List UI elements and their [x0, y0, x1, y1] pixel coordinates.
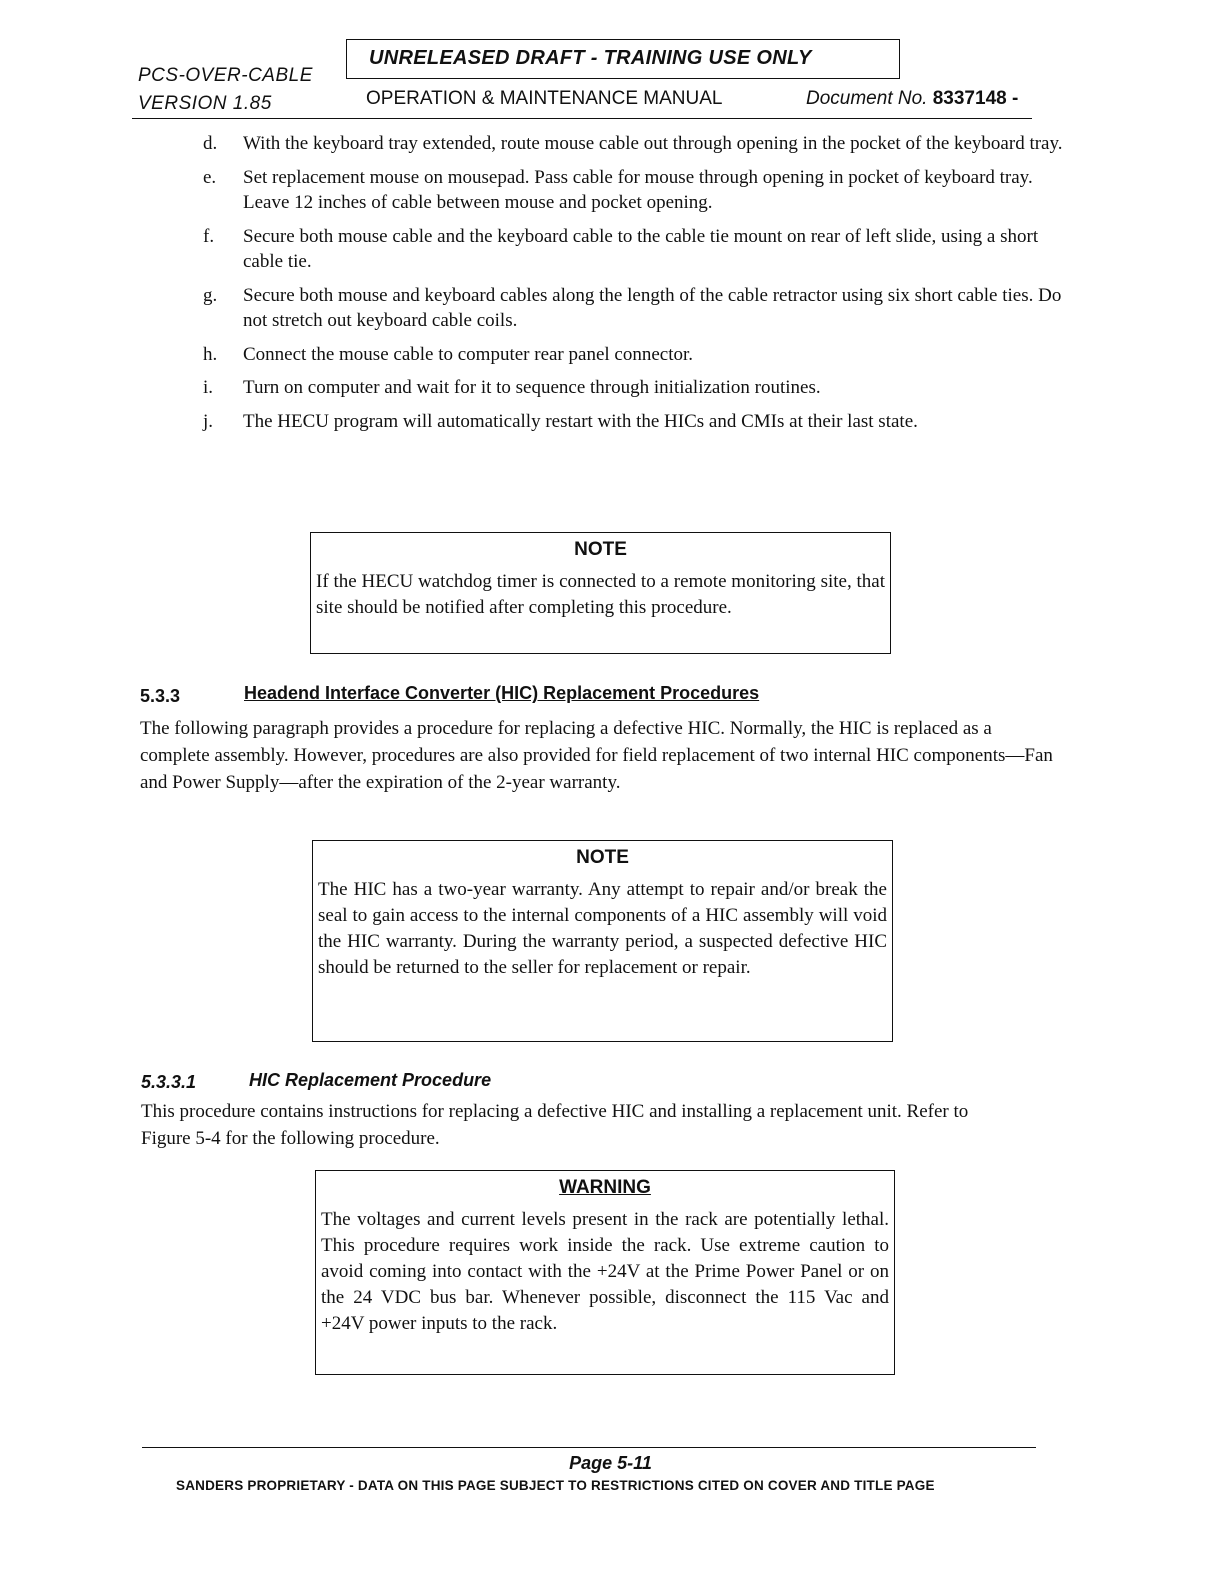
document-number-block — [806, 88, 1018, 110]
step-marker: j. — [203, 410, 214, 432]
step-marker: d. — [203, 133, 218, 154]
manual-title: OPERATION & MAINTENANCE MANUAL — [366, 88, 723, 109]
warning-title: WARNING — [559, 1177, 651, 1198]
draft-banner — [346, 39, 900, 79]
subsection-title: HIC Replacement Procedure — [249, 1070, 492, 1090]
note-body: If the HECU watchdog timer is connected to a remote monitoring site, that site should be notified after completing this procedure. — [316, 571, 885, 618]
section-title: Headend Interface Converter (HIC) Replacement Procedures — [244, 683, 760, 703]
draft-banner-text: UNRELEASED DRAFT - TRAINING USE ONLY — [369, 47, 812, 69]
step-item — [203, 224, 1063, 275]
subsection-number: 5.3.3.1 — [141, 1072, 197, 1092]
note-title: NOTE — [576, 847, 629, 868]
document-label: Document No. — [806, 88, 928, 109]
header-product-version — [138, 62, 313, 118]
step-text: The HECU program will automatically restart with the HICs and CMIs at their last state. — [243, 410, 918, 432]
version-label: VERSION 1.85 — [138, 93, 272, 114]
note-box-warranty — [312, 840, 893, 1042]
page-number: Page 5-11 — [569, 1453, 652, 1473]
step-marker: e. — [203, 166, 217, 188]
warning-box — [315, 1170, 895, 1375]
step-text: Set replacement mouse on mousepad. Pass cable for mouse through opening in pocket of keyboard tray. Leave 12 inches of cable between mouse and pocket opening. — [243, 166, 1033, 213]
document-number: 8337148 - — [932, 88, 1019, 109]
step-marker: h. — [203, 343, 218, 365]
step-marker: f. — [203, 225, 215, 247]
note-box-watchdog — [310, 532, 891, 654]
step-item — [203, 283, 1063, 334]
step-item — [203, 342, 1063, 368]
subsection-paragraph: This procedure contains instructions for replacing a defective HIC and installing a replacement unit. Refer to Figure 5-4 for the following procedure. — [141, 1101, 969, 1149]
step-text: Connect the mouse cable to computer rear panel connector. — [243, 343, 694, 365]
step-text: Secure both mouse and keyboard cables along the length of the cable retractor using six short cable ties. Do not stretch out keyboard cable coils. — [243, 284, 1062, 331]
step-marker: i. — [203, 377, 214, 398]
header-divider — [132, 118, 1032, 119]
section-intro-paragraph: The following paragraph provides a procedure for replacing a defective HIC. Normally, the HIC is replaced as a complete assembly. However, procedures are also provided for field replacement of two internal HIC components—Fan and Power Supply—after the expiration of the 2-year warranty. — [140, 718, 1053, 793]
proprietary-notice: SANDERS PROPRIETARY - DATA ON THIS PAGE SUBJECT TO RESTRICTIONS CITED ON COVER AND TITLE PAGE — [176, 1478, 935, 1493]
note-title: NOTE — [574, 539, 627, 560]
product-name: PCS-OVER-CABLE — [138, 65, 313, 86]
warning-body: The voltages and current levels present in the rack are potentially lethal. This procedure requires work inside the rack. Use extreme caution to avoid coming into contact with the +24V at the Prime Power Panel or on the 24 VDC bus bar. Whenever possible, disconnect the 115 Vac and +24V power inputs to the rack. — [321, 1209, 889, 1334]
footer-divider — [142, 1447, 1036, 1448]
step-text: With the keyboard tray extended, route mouse cable out through opening in the pocket of the keyboard tray. — [243, 133, 1063, 154]
procedure-steps — [203, 131, 1063, 442]
note-body: The HIC has a two-year warranty. Any attempt to repair and/or break the seal to gain access to the internal components of a HIC assembly will void the HIC warranty. During the warranty period, a suspected defective HIC should be returned to the seller for replacement or repair. — [318, 879, 887, 978]
step-item — [203, 375, 1063, 401]
step-text: Secure both mouse cable and the keyboard cable to the cable tie mount on rear of left slide, using a short cable tie. — [243, 225, 1039, 272]
step-marker: g. — [203, 284, 218, 306]
step-item — [203, 131, 1063, 157]
step-item — [203, 409, 1063, 435]
step-item — [203, 165, 1063, 216]
step-text: Turn on computer and wait for it to sequence through initialization routines. — [243, 377, 821, 398]
section-number: 5.3.3 — [140, 686, 181, 706]
